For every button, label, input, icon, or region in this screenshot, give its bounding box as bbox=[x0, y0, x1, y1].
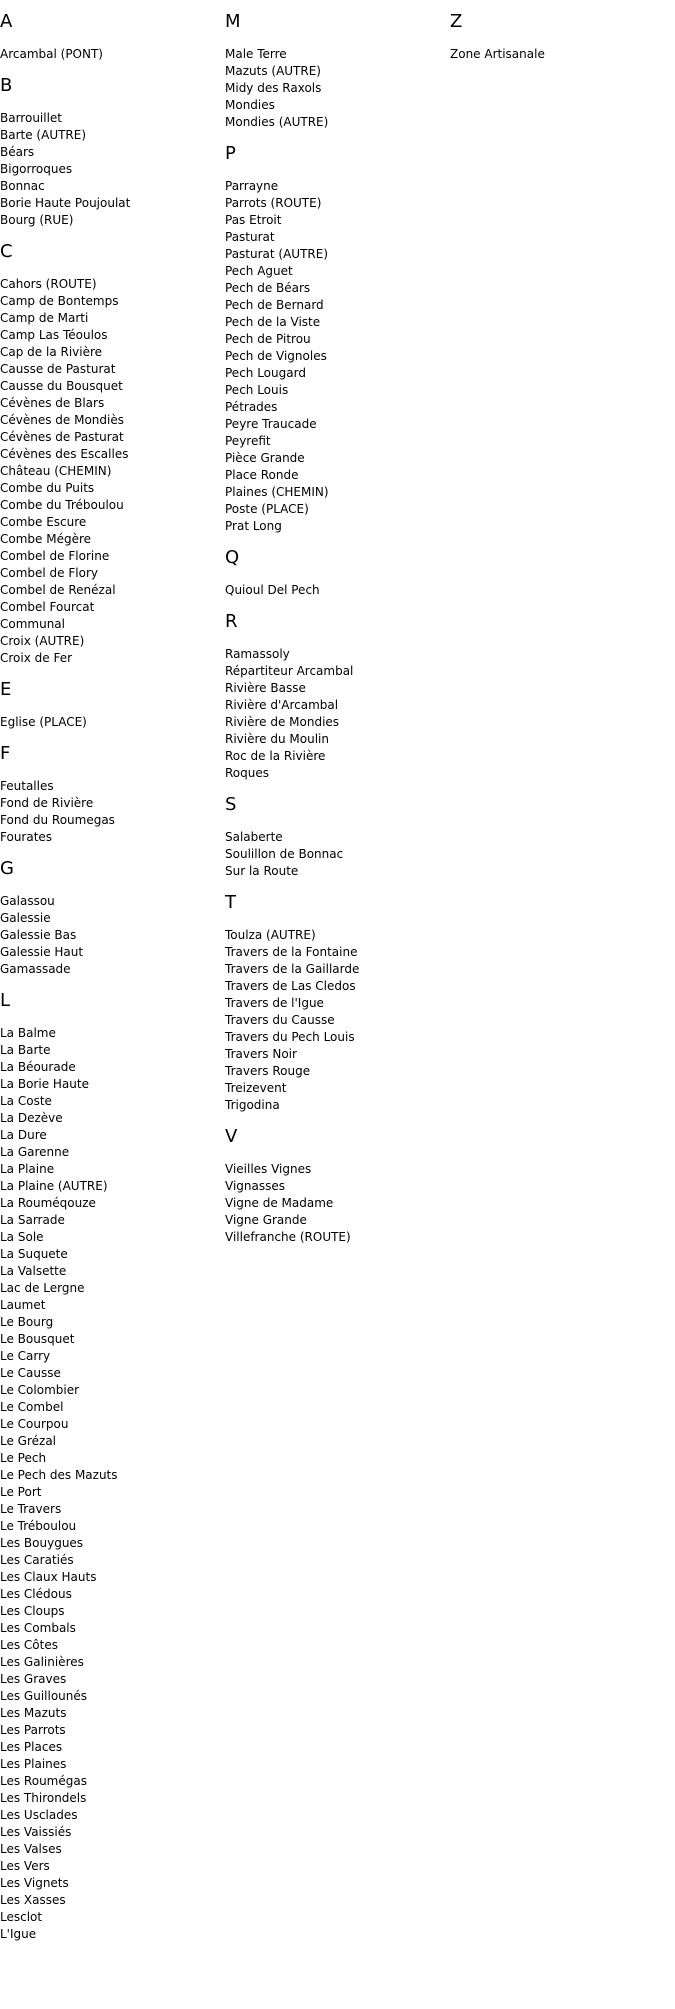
place-name: Cévènes des Escalles bbox=[0, 447, 129, 461]
place-name: Mazuts (AUTRE) bbox=[225, 64, 321, 78]
place-name: Les Plaines bbox=[0, 1757, 67, 1771]
place-name: Pasturat bbox=[225, 230, 275, 244]
letter-group-e bbox=[0, 680, 220, 731]
place-name: Parrots (ROUTE) bbox=[225, 196, 322, 210]
place-name: L'Igue bbox=[0, 1927, 37, 1941]
place-name: Treizevent bbox=[225, 1081, 287, 1095]
place-name: Roc de la Rivière bbox=[225, 749, 326, 763]
place-name: Fond du Roumegas bbox=[0, 813, 115, 827]
place-name: Les Places bbox=[0, 1740, 63, 1754]
place-name: Le Pech des Mazuts bbox=[0, 1468, 118, 1482]
place-name: Mondies bbox=[225, 98, 275, 112]
place-name: Fond de Rivière bbox=[0, 796, 94, 810]
place-name: Le Bourg bbox=[0, 1315, 54, 1329]
letter-group-r bbox=[225, 612, 445, 782]
letter-group-p bbox=[225, 144, 445, 535]
place-name: Quioul Del Pech bbox=[225, 583, 320, 597]
place-list bbox=[225, 646, 445, 782]
place-name: Les Côtes bbox=[0, 1638, 58, 1652]
place-name: Galessie Bas bbox=[0, 928, 77, 942]
place-name: Le Tréboulou bbox=[0, 1519, 77, 1533]
letter-heading: F bbox=[0, 743, 11, 764]
place-name: Arcambal (PONT) bbox=[0, 47, 103, 61]
place-name: Croix de Fer bbox=[0, 651, 73, 665]
place-name: Toulza (AUTRE) bbox=[225, 928, 316, 942]
place-name: Travers Noir bbox=[225, 1047, 297, 1061]
place-name: Les Mazuts bbox=[0, 1706, 67, 1720]
place-list bbox=[0, 1025, 220, 1943]
place-name: Le Pech bbox=[0, 1451, 47, 1465]
place-name: Pech de Vignoles bbox=[225, 349, 327, 363]
place-name: La Coste bbox=[0, 1094, 52, 1108]
place-list bbox=[225, 46, 445, 131]
place-name: Plaines (CHEMIN) bbox=[225, 485, 329, 499]
place-name: Roques bbox=[225, 766, 269, 780]
place-name: Causse de Pasturat bbox=[0, 362, 116, 376]
place-name: Château (CHEMIN) bbox=[0, 464, 112, 478]
place-list bbox=[225, 582, 445, 599]
place-name: Le Combel bbox=[0, 1400, 64, 1414]
place-name: Pech Lougard bbox=[225, 366, 306, 380]
place-name: Zone Artisanale bbox=[450, 47, 545, 61]
place-name: Rivière d'Arcambal bbox=[225, 698, 339, 712]
place-name: La Suquete bbox=[0, 1247, 68, 1261]
place-name: Cévènes de Pasturat bbox=[0, 430, 124, 444]
place-name: La Barte bbox=[0, 1043, 51, 1057]
place-name: Camp de Bontemps bbox=[0, 294, 119, 308]
place-name: La Valsette bbox=[0, 1264, 67, 1278]
place-name: Galessie Haut bbox=[0, 945, 84, 959]
place-name: Combe du Puits bbox=[0, 481, 95, 495]
place-name: Fourates bbox=[0, 830, 53, 844]
place-name: Le Courpou bbox=[0, 1417, 69, 1431]
place-name: Pièce Grande bbox=[225, 451, 305, 465]
place-name: Les Roumégas bbox=[0, 1774, 87, 1788]
place-name: Midy des Raxols bbox=[225, 81, 322, 95]
place-name: Borie Haute Poujoulat bbox=[0, 196, 131, 210]
letter-heading: G bbox=[0, 858, 14, 879]
place-name: Galassou bbox=[0, 894, 55, 908]
place-name: Pech Louis bbox=[225, 383, 289, 397]
place-name: Le Causse bbox=[0, 1366, 61, 1380]
place-name: Camp de Marti bbox=[0, 311, 89, 325]
place-list bbox=[0, 276, 220, 667]
place-name: Combe Mégère bbox=[0, 532, 92, 546]
place-list bbox=[225, 829, 445, 880]
place-name: Laumet bbox=[0, 1298, 46, 1312]
place-name: Travers de l'Igue bbox=[225, 996, 324, 1010]
place-name: La Plaine bbox=[0, 1162, 55, 1176]
letter-heading: A bbox=[0, 11, 13, 32]
place-name: Le Travers bbox=[0, 1502, 62, 1516]
place-name: Soulillon de Bonnac bbox=[225, 847, 344, 861]
place-name: Galessie bbox=[0, 911, 51, 925]
place-name: Cahors (ROUTE) bbox=[0, 277, 97, 291]
place-name: Mondies (AUTRE) bbox=[225, 115, 329, 129]
place-name: Le Grézal bbox=[0, 1434, 57, 1448]
letter-heading: P bbox=[225, 143, 236, 164]
place-list bbox=[0, 778, 220, 846]
letter-group-m bbox=[225, 12, 445, 131]
place-name: Travers de la Gaillarde bbox=[225, 962, 360, 976]
place-name: Pasturat (AUTRE) bbox=[225, 247, 329, 261]
letter-group-b bbox=[0, 76, 220, 229]
place-name: Rivière du Moulin bbox=[225, 732, 329, 746]
place-name: Le Carry bbox=[0, 1349, 51, 1363]
place-name: Vignasses bbox=[225, 1179, 285, 1193]
place-name: Combel Fourcat bbox=[0, 600, 95, 614]
place-name: La Balme bbox=[0, 1026, 56, 1040]
place-name: Peyre Traucade bbox=[225, 417, 317, 431]
place-name: La Béourade bbox=[0, 1060, 76, 1074]
place-name: Eglise (PLACE) bbox=[0, 715, 87, 729]
place-name: Travers Rouge bbox=[225, 1064, 311, 1078]
letter-group-t bbox=[225, 893, 445, 1114]
place-name: Male Terre bbox=[225, 47, 287, 61]
place-name: Combel de Renézal bbox=[0, 583, 116, 597]
place-name: Les Bouygues bbox=[0, 1536, 84, 1550]
letter-group-f bbox=[0, 744, 220, 846]
letter-heading: B bbox=[0, 75, 13, 96]
place-name: La Rouméqouze bbox=[0, 1196, 96, 1210]
letter-group-s bbox=[225, 795, 445, 880]
place-name: Les Vaissiés bbox=[0, 1825, 72, 1839]
place-name: Ramassoly bbox=[225, 647, 290, 661]
place-name: Les Usclades bbox=[0, 1808, 78, 1822]
place-name: Les Claux Hauts bbox=[0, 1570, 97, 1584]
place-name: Bonnac bbox=[0, 179, 45, 193]
place-name: Le Bousquet bbox=[0, 1332, 75, 1346]
index-column-1 bbox=[0, 0, 220, 1943]
place-name: Gamassade bbox=[0, 962, 71, 976]
place-name: La Dezève bbox=[0, 1111, 63, 1125]
place-name: Les Cloups bbox=[0, 1604, 65, 1618]
place-name: Peyrefit bbox=[225, 434, 271, 448]
place-name: Bourg (RUE) bbox=[0, 213, 74, 227]
place-name: Place Ronde bbox=[225, 468, 299, 482]
place-name: Béars bbox=[0, 145, 35, 159]
place-name: Les Vignets bbox=[0, 1876, 69, 1890]
place-name: Les Xasses bbox=[0, 1893, 66, 1907]
letter-heading: R bbox=[225, 611, 238, 632]
place-name: Camp Las Téoulos bbox=[0, 328, 108, 342]
place-name: Les Valses bbox=[0, 1842, 62, 1856]
place-name: Vigne de Madame bbox=[225, 1196, 334, 1210]
place-name: La Garenne bbox=[0, 1145, 70, 1159]
place-name: Villefranche (ROUTE) bbox=[225, 1230, 351, 1244]
place-name: Barte (AUTRE) bbox=[0, 128, 87, 142]
letter-group-z bbox=[450, 12, 670, 63]
letter-heading: S bbox=[225, 794, 237, 815]
place-name: Pech de Pitrou bbox=[225, 332, 311, 346]
letter-heading: C bbox=[0, 241, 13, 262]
place-name: Communal bbox=[0, 617, 65, 631]
place-name: Poste (PLACE) bbox=[225, 502, 309, 516]
letter-heading: Z bbox=[450, 11, 463, 32]
place-name: La Sarrade bbox=[0, 1213, 65, 1227]
place-list bbox=[0, 110, 220, 229]
place-name: Répartiteur Arcambal bbox=[225, 664, 354, 678]
place-name: Vieilles Vignes bbox=[225, 1162, 312, 1176]
place-name: Parrayne bbox=[225, 179, 279, 193]
place-name: Les Graves bbox=[0, 1672, 67, 1686]
place-name: Les Caratiés bbox=[0, 1553, 74, 1567]
place-name: La Borie Haute bbox=[0, 1077, 89, 1091]
place-name: Cap de la Rivière bbox=[0, 345, 103, 359]
place-name: La Sole bbox=[0, 1230, 44, 1244]
place-name: Travers du Causse bbox=[225, 1013, 335, 1027]
letter-group-g bbox=[0, 859, 220, 978]
place-name: Pech de Bernard bbox=[225, 298, 324, 312]
letter-heading: M bbox=[225, 11, 241, 32]
place-name: Cévènes de Blars bbox=[0, 396, 105, 410]
place-list bbox=[0, 46, 220, 63]
place-name: Combel de Florine bbox=[0, 549, 110, 563]
place-name: Vigne Grande bbox=[225, 1213, 307, 1227]
place-name: Bigorroques bbox=[0, 162, 73, 176]
letter-group-a bbox=[0, 12, 220, 63]
place-name: Trigodina bbox=[225, 1098, 280, 1112]
letter-group-c bbox=[0, 242, 220, 667]
place-name: Sur la Route bbox=[225, 864, 299, 878]
place-name: La Plaine (AUTRE) bbox=[0, 1179, 108, 1193]
place-list bbox=[450, 46, 670, 63]
place-name: Les Guillounés bbox=[0, 1689, 88, 1703]
place-name: Lac de Lergne bbox=[0, 1281, 85, 1295]
place-name: Les Galinières bbox=[0, 1655, 84, 1669]
place-name: La Dure bbox=[0, 1128, 47, 1142]
place-name: Les Thirondels bbox=[0, 1791, 87, 1805]
place-name: Combe du Tréboulou bbox=[0, 498, 124, 512]
place-name: Rivière Basse bbox=[225, 681, 306, 695]
place-name: Pech Aguet bbox=[225, 264, 293, 278]
place-name: Causse du Bousquet bbox=[0, 379, 123, 393]
place-name: Le Port bbox=[0, 1485, 42, 1499]
place-name: Salaberte bbox=[225, 830, 283, 844]
letter-group-v bbox=[225, 1127, 445, 1246]
place-name: Les Parrots bbox=[0, 1723, 66, 1737]
place-name: Les Vers bbox=[0, 1859, 50, 1873]
letter-group-q bbox=[225, 548, 445, 599]
place-name: Rivière de Mondies bbox=[225, 715, 340, 729]
place-name: Les Combals bbox=[0, 1621, 76, 1635]
place-name: Lesclot bbox=[0, 1910, 43, 1924]
index-column-3 bbox=[450, 0, 670, 63]
letter-group-l bbox=[0, 991, 220, 1943]
letter-heading: L bbox=[0, 990, 11, 1011]
place-name: Pas Etroit bbox=[225, 213, 282, 227]
place-list bbox=[225, 927, 445, 1114]
place-list bbox=[225, 178, 445, 535]
place-name: Travers du Pech Louis bbox=[225, 1030, 355, 1044]
place-name: Les Clédous bbox=[0, 1587, 72, 1601]
place-name: Combe Escure bbox=[0, 515, 87, 529]
place-name: Feutalles bbox=[0, 779, 54, 793]
place-name: Combel de Flory bbox=[0, 566, 98, 580]
place-name: Pech de Béars bbox=[225, 281, 311, 295]
place-name: Croix (AUTRE) bbox=[0, 634, 85, 648]
letter-heading: T bbox=[225, 892, 236, 913]
place-name: Travers de Las Cledos bbox=[225, 979, 356, 993]
index-column-2 bbox=[225, 0, 445, 1246]
letter-heading: E bbox=[0, 679, 12, 700]
place-list bbox=[0, 714, 220, 731]
letter-heading: Q bbox=[225, 547, 240, 568]
place-name: Pétrades bbox=[225, 400, 278, 414]
place-list bbox=[0, 893, 220, 978]
letter-heading: V bbox=[225, 1126, 238, 1147]
place-name: Prat Long bbox=[225, 519, 282, 533]
place-list bbox=[225, 1161, 445, 1246]
place-name: Travers de la Fontaine bbox=[225, 945, 358, 959]
place-name: Barrouillet bbox=[0, 111, 63, 125]
place-name: Le Colombier bbox=[0, 1383, 80, 1397]
place-name: Cévènes de Mondiès bbox=[0, 413, 125, 427]
place-name: Pech de la Viste bbox=[225, 315, 321, 329]
